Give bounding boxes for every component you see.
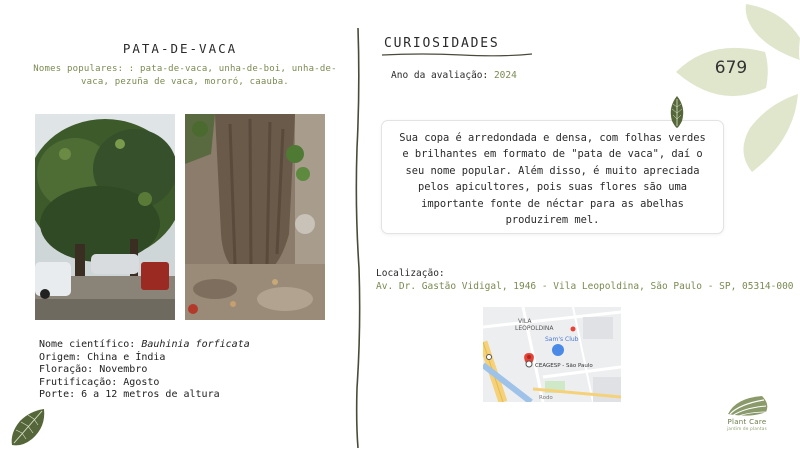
evaluation-year — [391, 70, 517, 81]
map-district-label: VILA — [518, 318, 532, 325]
map-poi-label: Sam's Club — [545, 336, 579, 343]
popular-names: Nomes populares: : pata-de-vaca, unha-de-boi, unha-de-vaca, pezuña de vaca, mororó, caauba. — [33, 64, 337, 87]
location-label: Localização: — [376, 268, 445, 279]
curiosity-card: Sua copa é arredondada e densa, com folhas verdes e brilhantes em formato de "pata de vaca", daí o seu nome popular. Além disso, é muito apreciada pelos apicultores, pois suas flores são uma importante fonte de néctar para as abelhas produzirem mel. — [381, 120, 724, 234]
tree-photo — [35, 114, 175, 320]
scientific-name-row — [39, 339, 250, 352]
evaluation-label: Ano da avaliação: — [391, 70, 494, 81]
size-row: Porte: 6 a 12 metros de altura — [39, 389, 220, 401]
fruiting-row: Frutificação: Agosto — [39, 376, 160, 388]
plant-facts — [39, 339, 250, 402]
map-district-label-2: LEOPOLDINA — [515, 325, 554, 332]
small-leaf-icon — [667, 95, 687, 129]
title-underline — [382, 52, 532, 58]
scientific-name-label: Nome científico: — [39, 339, 142, 350]
trunk-photo — [185, 114, 325, 320]
scientific-name-value: Bauhinia forficata — [141, 339, 250, 350]
location-address: Av. Dr. Gastão Vidigal, 1946 - Vila Leopoldina, São Paulo - SP, 05314-000 — [376, 281, 794, 292]
brand-tagline: jardim de plantas — [726, 426, 768, 431]
map-pin-label: CEAGESP - São Paulo — [535, 363, 593, 369]
flowering-row: Floração: Novembro — [39, 364, 148, 376]
location-map[interactable] — [483, 307, 621, 402]
brand-name: Plant Care — [727, 418, 767, 426]
plant-care-logo — [716, 392, 778, 440]
decorative-leaves — [670, 0, 800, 175]
map-street-label: Rodo — [539, 395, 553, 401]
plant-number-badge: 679 — [714, 58, 748, 78]
bottom-leaf-icon — [8, 405, 48, 447]
evaluation-year-value: 2024 — [493, 70, 517, 81]
origin-row: Origem: China e Índia — [39, 351, 166, 363]
plant-title: PATA-DE-VACA — [122, 41, 238, 56]
column-divider — [352, 28, 364, 448]
curiosities-title: CURIOSIDADES — [384, 36, 500, 51]
